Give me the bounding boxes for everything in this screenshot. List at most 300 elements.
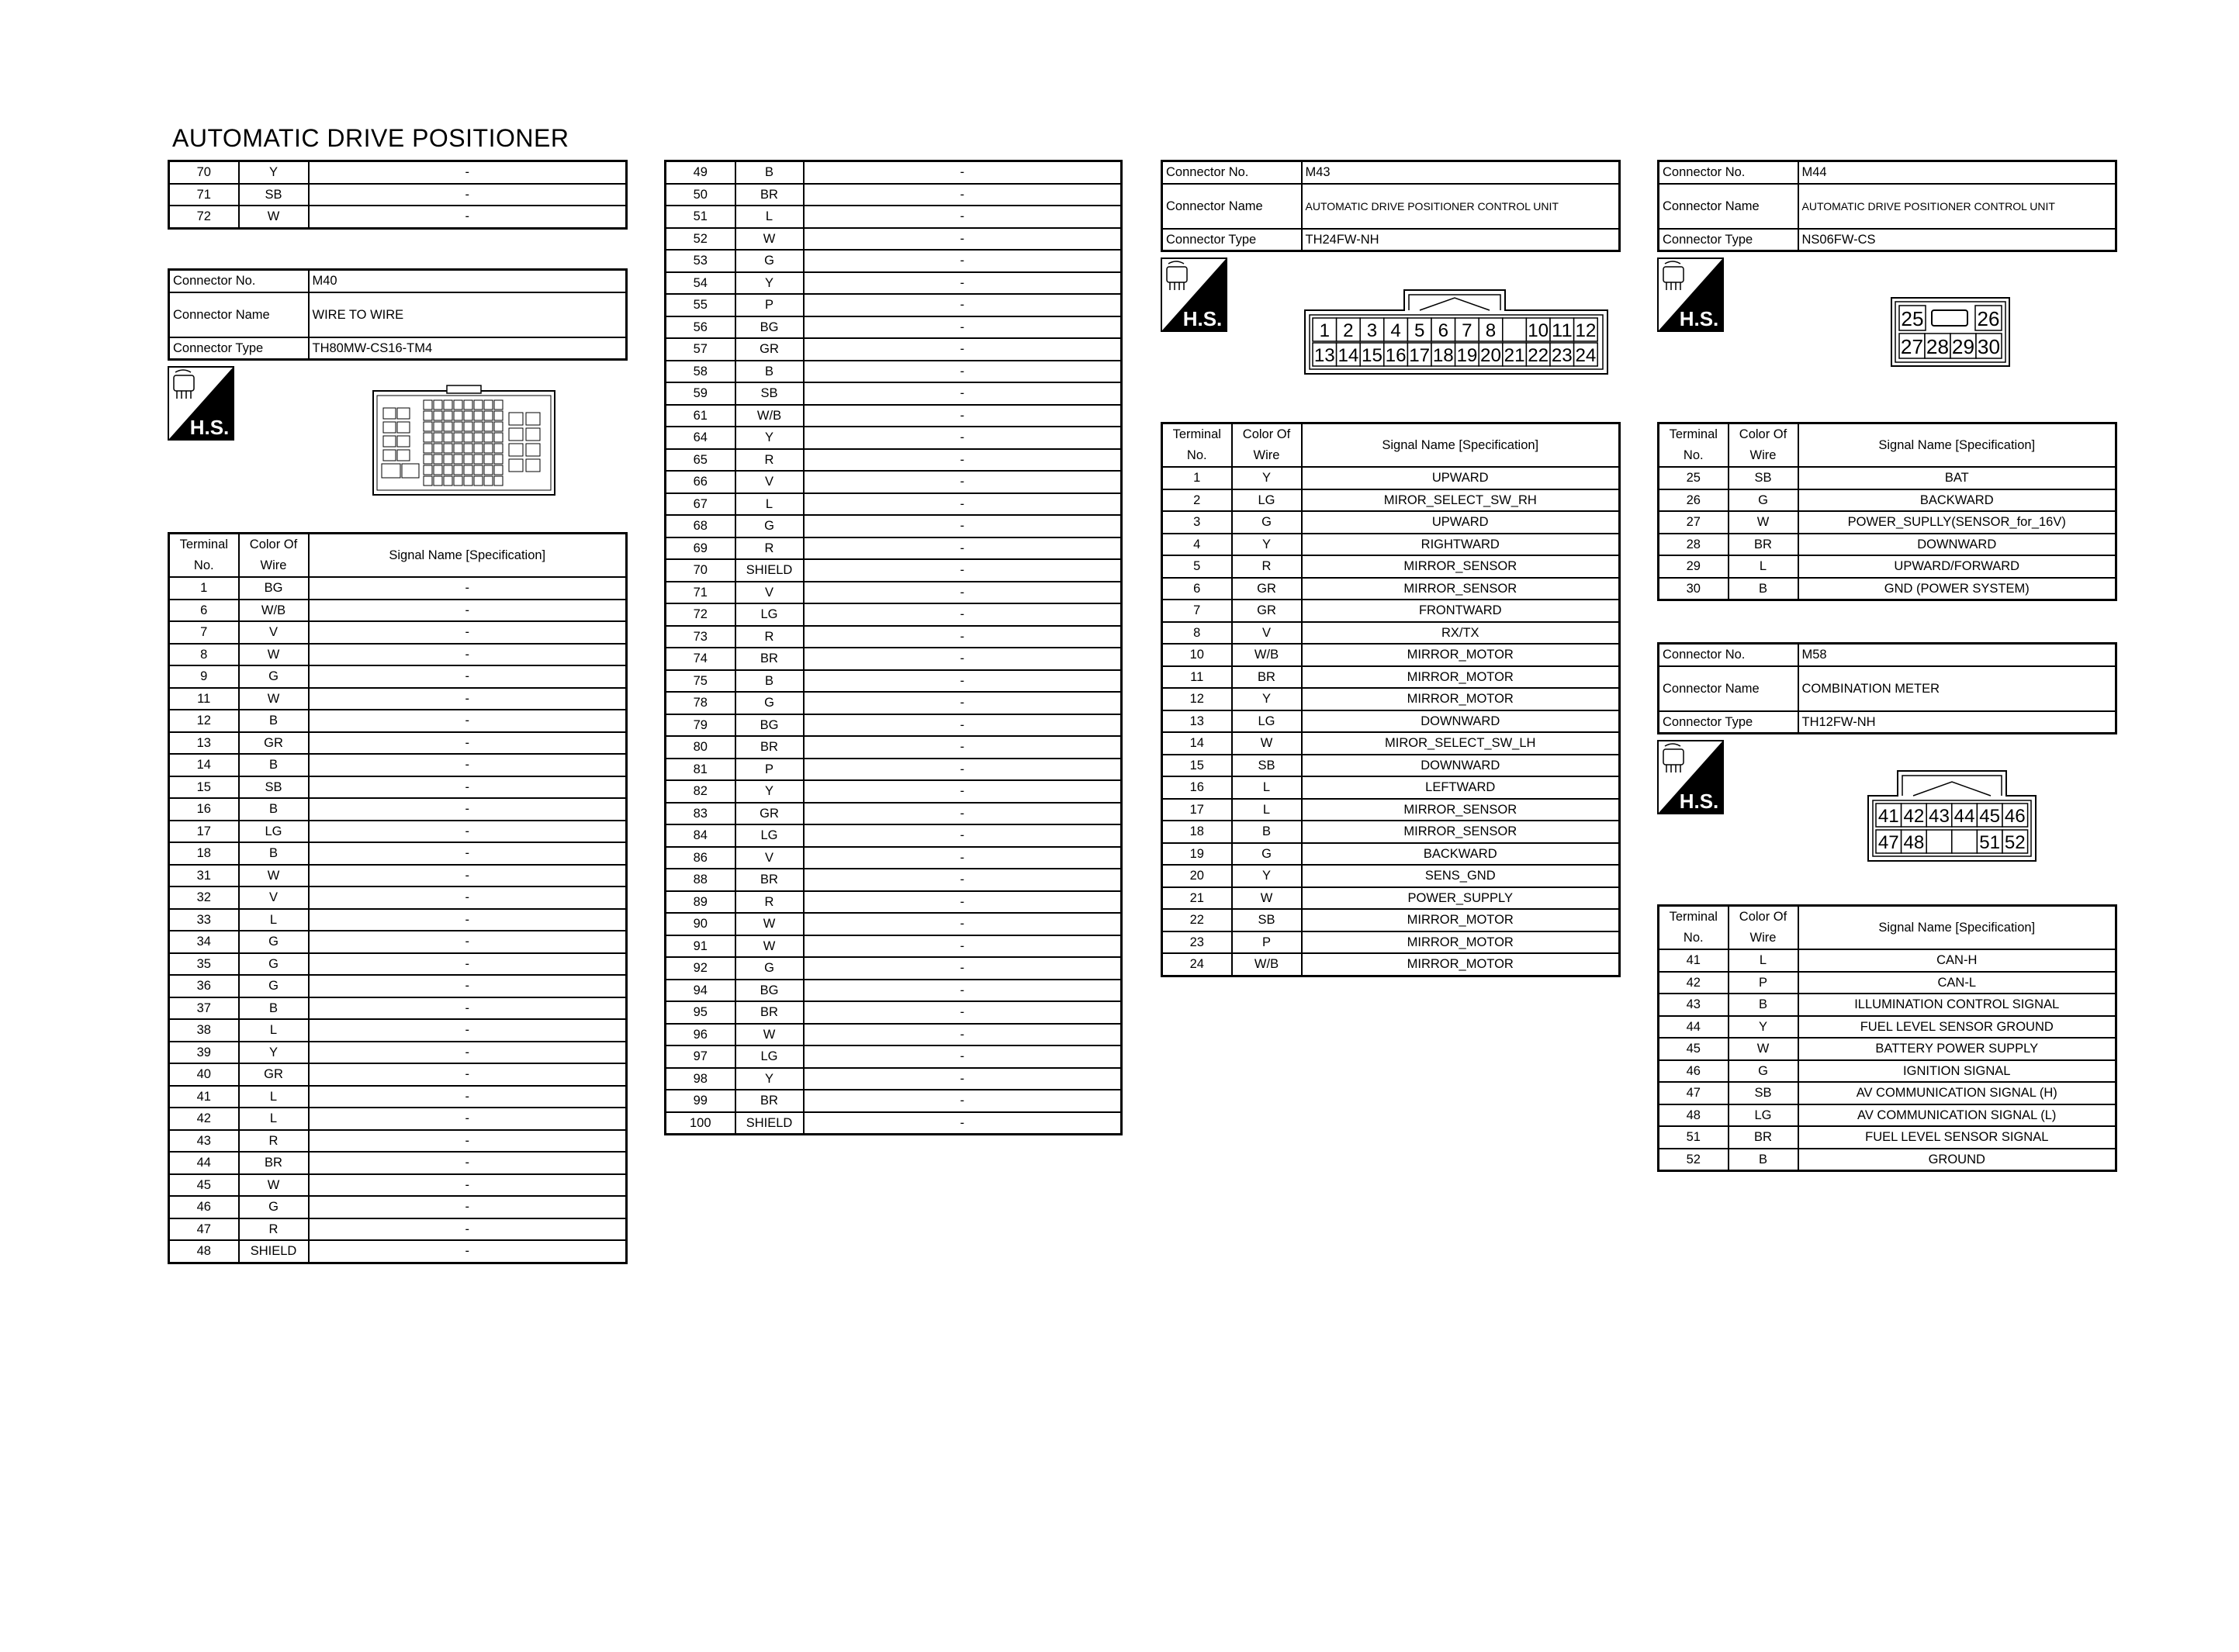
terminal-no-cell: 51 [666,206,735,228]
signal-name-cell: - [309,206,627,228]
wire-color-cell: W [1729,1038,1798,1060]
wire-color-cell: W [735,935,804,958]
signal-name-cell: - [804,869,1122,891]
terminal-no-cell: 98 [666,1068,735,1090]
connector-pin-label: 52 [2004,832,2026,853]
table-row [666,405,1122,427]
signal-name-cell: UPWARD/FORWARD [1798,555,2116,578]
table-row [169,776,627,799]
connector-cavity [526,413,540,425]
wire-color-cell: W [735,1024,804,1046]
signal-name-cell: DOWNWARD [1302,755,1620,777]
wire-color-cell: B [1729,994,1798,1016]
wire-color-cell: R [1232,555,1302,578]
signal-name-cell: AV COMMUNICATION SIGNAL (L) [1798,1104,2116,1127]
table-row [169,732,627,755]
table-row [1659,467,2116,489]
signal-name-cell: MIRROR_MOTOR [1302,688,1620,710]
wire-color-cell: LG [1232,710,1302,733]
terminal-no-cell: 17 [1162,799,1232,821]
connector-pin-label: 29 [1951,335,1975,358]
connector-pin-label: 11 [1551,320,1573,341]
signal-name-cell: UPWARD [1302,467,1620,489]
connector-cavity [444,476,452,486]
connector-cavity [434,476,442,486]
table-row [169,1218,627,1241]
table-row [666,1001,1122,1024]
wire-color-cell: G [239,953,309,976]
signal-name-cell: MIROR_SELECT_SW_RH [1302,489,1620,512]
connector-pin-label: 8 [1485,320,1497,341]
signal-name-cell: - [309,688,627,710]
table-row [169,1240,627,1263]
wire-color-cell: R [735,537,804,560]
wire-color-cell: R [735,891,804,914]
connector-name-value: AUTOMATIC DRIVE POSITIONER CONTROL UNIT [1798,184,2116,229]
table-row [666,361,1122,383]
connector-cavity [526,444,540,456]
table-row [1162,710,1620,733]
wire-color-cell: Y [735,272,804,295]
signal-name-cell: - [804,913,1122,935]
signal-name-cell: - [309,1174,627,1197]
table-row [169,1086,627,1108]
connector-name-label: Connector Name [1659,666,1798,711]
signal-name-cell: - [804,405,1122,427]
table-row [1162,865,1620,887]
wire-color-cell: Y [735,1068,804,1090]
signal-name-cell: - [804,338,1122,361]
terminal-no-cell: 96 [666,1024,735,1046]
table-row [169,161,627,184]
connector-no-value: M58 [1798,644,2116,666]
connector-type-label: Connector Type [1659,229,1798,251]
terminal-no-cell: 65 [666,449,735,472]
signal-name-cell: - [804,1001,1122,1024]
signal-name-cell: - [804,847,1122,869]
signal-name-cell: - [309,621,627,644]
terminal-no-cell: 12 [169,710,239,732]
signal-name-cell: LEFTWARD [1302,776,1620,799]
wire-color-cell: P [1729,972,1798,994]
table-row [169,842,627,865]
connector-pin-label: 27 [1900,335,1924,358]
table-row [1659,534,2116,556]
terminal-no-cell: 79 [666,714,735,737]
terminal-no-cell: 1 [1162,467,1232,489]
signal-name-cell: - [804,1024,1122,1046]
terminal-no-cell: 35 [169,953,239,976]
signal-name-cell: - [804,228,1122,251]
table-row [169,754,627,776]
signal-name-cell: - [804,206,1122,228]
signal-name-cell: - [309,710,627,732]
connector-cavity [526,428,540,441]
terminal-no-cell: 78 [666,692,735,714]
wire-color-cell: BR [735,184,804,206]
hs-badge-text: H.S. [1679,790,1719,813]
wire-color-cell: G [239,1196,309,1218]
signal-name-cell: AV COMMUNICATION SIGNAL (H) [1798,1082,2116,1104]
signal-name-cell: - [309,886,627,909]
wire-color-cell: G [735,250,804,272]
connector-no-value: M44 [1798,161,2116,184]
m40-connector-info [168,268,628,361]
wire-color-cell: L [239,909,309,931]
wire-color-cell: BR [735,736,804,759]
wire-color-cell: V [239,621,309,644]
wire-color-cell: GR [735,338,804,361]
connector-pin-label: 41 [1877,806,1899,827]
signal-name-cell: - [804,471,1122,493]
table-row [169,909,627,931]
signal-name-cell: - [804,957,1122,980]
connector-name-label: Connector Name [1659,184,1798,229]
signal-name-cell: - [804,493,1122,516]
signal-name-cell: - [804,648,1122,670]
wire-color-cell: Y [735,427,804,449]
connector-cavity [484,454,493,464]
table-row [666,648,1122,670]
connector-pin-label: 16 [1385,345,1407,366]
signal-name-cell: RX/TX [1302,622,1620,645]
terminal-no-cell: 67 [666,493,735,516]
table-row [666,272,1122,295]
signal-name-cell: - [309,732,627,755]
signal-name-cell: MIRROR_MOTOR [1302,909,1620,931]
signal-name-cell: - [804,1045,1122,1068]
connector-cavity [484,411,493,420]
signal-name-cell: MIRROR_SENSOR [1302,555,1620,578]
wire-color-cell: SB [239,776,309,799]
terminal-no-cell: 72 [666,603,735,626]
wire-color-cell: SB [239,184,309,206]
table-row [666,603,1122,626]
signal-name-cell: - [309,975,627,997]
connector-cavity [509,413,523,425]
terminal-no-cell: 91 [666,935,735,958]
terminal-no-cell: 47 [1659,1082,1729,1104]
table-row [1659,1060,2116,1083]
m43-connector-diagram [1303,282,1609,375]
terminal-no-cell: 73 [666,626,735,648]
connector-name-value: WIRE TO WIRE [309,292,627,337]
table-row [666,1045,1122,1068]
wire-color-cell: W/B [735,405,804,427]
connector-type-value: TH24FW-NH [1302,229,1620,251]
connector-pin-label: 25 [1901,307,1924,330]
signal-name-cell: - [804,382,1122,405]
table-row [666,824,1122,847]
terminal-no-cell: 45 [169,1174,239,1197]
connector-cavity [464,454,472,464]
wire-color-cell: Y [1232,534,1302,556]
connector-cavity [494,411,503,420]
table-row [169,184,627,206]
wire-color-cell: BR [735,648,804,670]
signal-name-cell: - [309,1063,627,1086]
m40-terminal-table-continued [664,160,1123,1135]
signal-name-cell: - [804,603,1122,626]
wire-color-cell: G [1729,489,1798,512]
wire-color-cell: W [735,913,804,935]
wire-color-cell: W [239,865,309,887]
signal-name-cell: - [309,953,627,976]
table-row [666,847,1122,869]
table-row [1162,755,1620,777]
m40-continued-table [168,160,628,230]
terminal-no-cell: 50 [666,184,735,206]
m58-connector-diagram [1867,768,2037,862]
terminal-no-cell: 54 [666,272,735,295]
terminal-no-cell: 88 [666,869,735,891]
connector-cavity [494,465,503,475]
terminal-no-cell: 16 [169,798,239,821]
wire-color-cell: SHIELD [735,559,804,582]
connector-pin-label: 3 [1366,320,1378,341]
connector-cavity [494,444,503,453]
wire-color-cell: G [1729,1060,1798,1083]
terminal-no-cell: 4 [1162,534,1232,556]
connector-cavity [424,433,432,442]
connector-cavity [444,454,452,464]
page-title: AUTOMATIC DRIVE POSITIONER [172,124,569,152]
signal-name-cell: - [309,600,627,622]
table-row [666,957,1122,980]
terminal-no-cell: 27 [1659,511,1729,534]
table-row [666,184,1122,206]
connector-cavity [383,422,396,433]
table-row [666,670,1122,693]
terminal-no-cell: 1 [169,577,239,600]
hs-badge-text: H.S. [1182,307,1223,330]
connector-cavity [382,464,400,478]
signal-name-cell: - [804,515,1122,537]
table-row [666,559,1122,582]
wire-color-cell: Y [239,161,309,184]
signal-name-cell: - [804,626,1122,648]
wire-color-cell: GR [1232,578,1302,600]
table-row [169,886,627,909]
connector-type-label: Connector Type [1659,711,1798,734]
wire-color-cell: LG [735,1045,804,1068]
signal-name-cell: - [309,931,627,953]
terminal-no-cell: 43 [1659,994,1729,1016]
connector-cavity [434,422,442,431]
signal-name-cell: - [309,798,627,821]
table-row [666,382,1122,405]
wire-color-cell: SHIELD [239,1240,309,1263]
terminal-no-cell: 97 [666,1045,735,1068]
table-row [1659,1082,2116,1104]
wire-color-cell: LG [735,603,804,626]
signal-name-cell: - [804,780,1122,803]
terminal-no-cell: 17 [169,821,239,843]
connector-cavity [434,454,442,464]
connector-cavity [424,454,432,464]
connector-pin-label: 19 [1456,345,1478,366]
signal-name-cell: POWER_SUPLLY(SENSOR_for_16V) [1798,511,2116,534]
wire-color-cell: B [1232,821,1302,843]
signal-name-cell: FUEL LEVEL SENSOR SIGNAL [1798,1126,2116,1149]
signal-name-cell: - [804,824,1122,847]
signal-name-cell: FUEL LEVEL SENSOR GROUND [1798,1016,2116,1039]
wire-color-cell: P [735,294,804,316]
connector-cavity [474,465,483,475]
connector-pin-label: 42 [1903,806,1925,827]
wire-color-cell: SB [1232,909,1302,931]
terminal-no-cell: 13 [1162,710,1232,733]
connector-pin [1503,318,1527,341]
wire-color-cell: B [239,754,309,776]
table-row [666,891,1122,914]
wire-color-cell: W/B [239,600,309,622]
table-row [666,1090,1122,1112]
connector-pin-label: 44 [1954,806,1975,827]
terminal-no-cell: 31 [169,865,239,887]
terminal-no-cell: 47 [169,1218,239,1241]
wire-color-cell: BR [735,1090,804,1112]
table-row [169,1019,627,1042]
m44-connector-info [1657,160,2117,252]
table-row [1659,555,2116,578]
wire-color-cell: B [735,670,804,693]
table-row [1659,1149,2116,1171]
wire-color-cell: BR [1729,534,1798,556]
table-row [169,1063,627,1086]
table-row [169,665,627,688]
connector-name-value: AUTOMATIC DRIVE POSITIONER CONTROL UNIT [1302,184,1620,229]
connector-pin-label: 22 [1528,345,1549,366]
connector-cavity [474,422,483,431]
wire-color-cell: BR [1729,1126,1798,1149]
connector-pin-label: 5 [1414,320,1425,341]
table-row [666,980,1122,1002]
signal-name-cell: - [309,1042,627,1064]
wire-color-cell: BG [735,980,804,1002]
table-row [1162,776,1620,799]
wire-color-cell: L [735,206,804,228]
terminal-no-cell: 8 [1162,622,1232,645]
connector-cavity [383,450,396,461]
connector-pin-label: 43 [1929,806,1950,827]
connector-type-value: NS06FW-CS [1798,229,2116,251]
wire-color-cell: V [735,582,804,604]
terminal-no-cell: 10 [1162,644,1232,666]
table-row [666,294,1122,316]
connector-cavity [464,433,472,442]
connector-pin-label: 30 [1977,335,2001,358]
signal-name-cell: - [309,909,627,931]
table-row [1659,489,2116,512]
wire-color-header: Color Of Wire [1729,906,1798,950]
connector-cavity [424,444,432,453]
m43-connector-info [1161,160,1621,252]
connector-cavity [424,476,432,486]
terminal-no-cell: 11 [1162,666,1232,689]
terminal-no-header: Terminal No. [1659,906,1729,950]
table-row [1162,799,1620,821]
wire-color-cell: B [1729,1149,1798,1171]
table-row [666,493,1122,516]
table-row [1162,931,1620,954]
wire-color-header: Color Of Wire [1729,423,1798,468]
connector-pin-label: 48 [1903,832,1925,853]
terminal-no-cell: 46 [1659,1060,1729,1083]
signal-name-cell: - [804,891,1122,914]
connector-cavity [424,422,432,431]
terminal-no-header: Terminal No. [1659,423,1729,468]
signal-name-cell: - [804,803,1122,825]
connector-cavity [454,465,462,475]
table-row [169,1174,627,1197]
terminal-no-cell: 90 [666,913,735,935]
table-row [169,975,627,997]
m58-connector-info [1657,642,2117,734]
terminal-no-cell: 94 [666,980,735,1002]
wire-color-cell: BR [1232,666,1302,689]
signal-name-cell: - [804,670,1122,693]
wire-color-cell: P [1232,931,1302,954]
terminal-no-cell: 74 [666,648,735,670]
wire-color-cell: BG [735,316,804,339]
table-row [666,316,1122,339]
connector-cavity [454,476,462,486]
wire-color-cell: Y [1232,688,1302,710]
terminal-no-cell: 15 [1162,755,1232,777]
table-row [1659,994,2116,1016]
wire-color-cell: LG [1232,489,1302,512]
table-row [666,161,1122,184]
wire-color-cell: B [239,798,309,821]
connector-key-slot [1932,310,1967,326]
terminal-no-cell: 99 [666,1090,735,1112]
signal-name-cell: GND (POWER SYSTEM) [1798,578,2116,600]
signal-name-cell: - [309,1196,627,1218]
connector-no-value: M43 [1302,161,1620,184]
terminal-no-cell: 18 [169,842,239,865]
harness-side-icon [1657,257,1724,332]
signal-name-cell: IGNITION SIGNAL [1798,1060,2116,1083]
table-row [1162,821,1620,843]
wire-color-cell: L [1232,776,1302,799]
signal-name-cell: FRONTWARD [1302,600,1620,622]
terminal-no-cell: 14 [169,754,239,776]
connector-cavity [474,454,483,464]
terminal-no-cell: 71 [666,582,735,604]
wire-color-cell: GR [1232,600,1302,622]
connector-pin-label: 47 [1877,832,1899,853]
table-row [169,1196,627,1218]
connector-pin [1952,830,1978,853]
table-row [1162,843,1620,866]
wire-color-cell: V [735,471,804,493]
connector-cavity [444,400,452,410]
wire-color-cell: V [239,886,309,909]
hs-badge-text: H.S. [1679,307,1719,330]
signal-name-cell: - [804,980,1122,1002]
connector-no-label: Connector No. [169,270,309,292]
table-row [1162,555,1620,578]
connector-cavity [444,444,452,453]
signal-name-cell: - [804,1068,1122,1090]
signal-name-cell: - [309,1240,627,1263]
terminal-no-cell: 13 [169,732,239,755]
signal-name-cell: - [309,1086,627,1108]
table-row [666,449,1122,472]
terminal-no-cell: 44 [1659,1016,1729,1039]
connector-pin-label: 18 [1432,345,1454,366]
